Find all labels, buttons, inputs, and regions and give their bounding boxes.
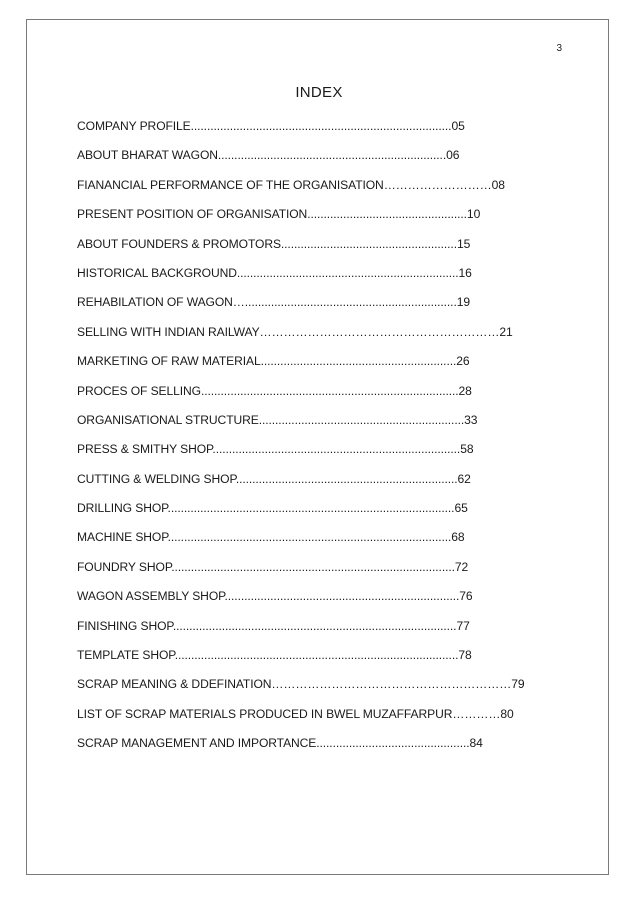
toc-entry xyxy=(77,119,525,148)
toc-entry xyxy=(77,707,525,736)
toc-entry-text: PRESENT POSITION OF ORGANISATION.................................................10 xyxy=(77,207,481,222)
table-of-contents xyxy=(77,119,525,766)
toc-entry-text: PROCES OF SELLING...............................................................................28 xyxy=(77,383,472,398)
toc-entry xyxy=(77,178,525,207)
toc-entry xyxy=(77,648,525,677)
toc-entry xyxy=(77,148,525,177)
toc-entry xyxy=(77,237,525,266)
toc-entry xyxy=(77,442,525,471)
toc-entry-text: MARKETING OF RAW MATERIAL............................................................26 xyxy=(77,354,470,369)
toc-entry xyxy=(77,530,525,559)
toc-entry-text: SELLING WITH INDIAN RAILWAY……………………………………………………21 xyxy=(77,324,513,339)
toc-entry-text: ABOUT FOUNDERS & PROMOTORS......................................................15 xyxy=(77,236,471,251)
toc-entry xyxy=(77,384,525,413)
toc-entry-text: REHABILATION OF WAGON….................................................................19 xyxy=(77,295,470,310)
toc-entry xyxy=(77,354,525,383)
toc-entry-text: FOUNDRY SHOP.......................................................................................72 xyxy=(77,559,469,574)
toc-entry xyxy=(77,619,525,648)
toc-entry xyxy=(77,325,525,354)
page-number: 3 xyxy=(556,43,562,54)
toc-entry xyxy=(77,207,525,236)
toc-entry xyxy=(77,677,525,706)
toc-entry-text: FINISHING SHOP.......................................................................................77 xyxy=(77,618,470,633)
toc-entry-text: DRILLING SHOP........................................................................................65 xyxy=(77,501,468,516)
toc-entry-text: SCRAP MANAGEMENT AND IMPORTANCE...............................................84 xyxy=(77,736,483,751)
toc-entry-text: HISTORICAL BACKGROUND....................................................................16 xyxy=(77,265,472,280)
toc-entry-text: ORGANISATIONAL STRUCTURE...............................................................33 xyxy=(77,412,478,427)
toc-entry-text: PRESS & SMITHY SHOP............................................................................58 xyxy=(77,442,474,457)
toc-entry xyxy=(77,413,525,442)
toc-entry-text: FIANANCIAL PERFORMANCE OF THE ORGANISATION………………………08 xyxy=(77,177,505,192)
toc-entry-text: SCRAP MEANING & DDEFINATION……………………………………………………79 xyxy=(77,677,525,692)
index-title-text: INDEX xyxy=(295,84,343,101)
toc-entry xyxy=(77,472,525,501)
toc-entry-text: LIST OF SCRAP MATERIALS PRODUCED IN BWEL MUZAFFARPUR…………80 xyxy=(77,706,514,721)
toc-entry xyxy=(77,736,525,765)
toc-entry xyxy=(77,295,525,324)
toc-entry-text: ABOUT BHARAT WAGON......................................................................06 xyxy=(77,148,460,163)
toc-entry xyxy=(77,501,525,530)
index-title xyxy=(0,84,638,101)
toc-entry-text: COMPANY PROFILE................................................................................05 xyxy=(77,119,465,133)
toc-entry-text: MACHINE SHOP.......................................................................................68 xyxy=(77,530,465,545)
toc-entry-text: WAGON ASSEMBLY SHOP........................................................................76 xyxy=(77,589,473,604)
toc-entry-text: TEMPLATE SHOP.......................................................................................78 xyxy=(77,648,472,663)
toc-entry-text: CUTTING & WELDING SHOP....................................................................62 xyxy=(77,471,471,486)
toc-entry xyxy=(77,266,525,295)
toc-entry xyxy=(77,560,525,589)
toc-entry xyxy=(77,589,525,618)
